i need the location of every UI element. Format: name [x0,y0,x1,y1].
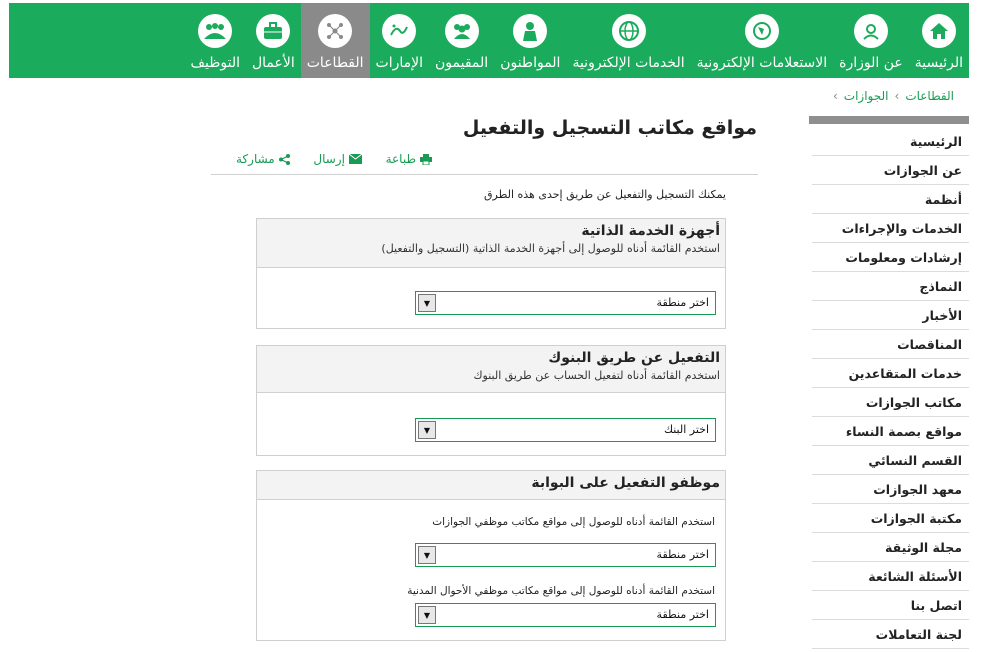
select-value: اختر منطقة [656,548,709,561]
sidebar-item-faq[interactable]: الأسئلة الشائعة [812,562,969,591]
sidebar-item-women-fingerprint[interactable]: مواقع بصمة النساء [812,417,969,446]
civil-affairs-region-select[interactable] [415,603,716,627]
nav-employment[interactable] [185,3,246,78]
nav-sectors[interactable] [301,3,370,78]
print-button[interactable] [386,152,432,166]
nav-e-services[interactable] [566,3,690,78]
breadcrumb [833,89,954,103]
passports-staff-note: استخدم القائمة أدناه للوصول إلى مواقع مكاتب موظفي الجوازات [432,516,715,528]
emblem-icon [854,14,888,48]
sidebar-item-news[interactable]: الأخبار [812,301,969,330]
nav-residents[interactable] [429,3,494,78]
nav-e-services-label: الخدمات الإلكترونية [572,55,685,71]
sidebar-item-magazine[interactable]: مجلة الوثيقة [812,533,969,562]
home-icon [922,14,956,48]
intro-text: يمكنك التسجيل والتفعيل عن طريق إحدى هذه الطرق [483,188,726,201]
dropdown-arrow-icon: ▼ [418,421,436,439]
sidebar [809,116,969,649]
nav-home-label: الرئيسية [914,55,963,71]
sidebar-item-transactions-committee[interactable]: لجنة التعاملات [812,620,969,649]
select-value: اختر منطقة [656,608,709,621]
sidebar-item-retirees[interactable]: خدمات المتقاعدين [812,359,969,388]
sidebar-item-regulations[interactable]: أنظمة [812,185,969,214]
region-select[interactable] [415,291,716,315]
globe-hand-icon [745,14,779,48]
sidebar-item-offices[interactable]: مكاتب الجوازات [812,388,969,417]
panel-header [257,471,725,500]
sidebar-item-forms[interactable]: النماذج [812,272,969,301]
top-navigation [9,3,969,78]
passports-region-select[interactable] [415,543,716,567]
emirates-icon [382,14,416,48]
briefcase-icon [256,14,290,48]
nav-e-inquiries-label: الاستعلامات الإلكترونية [696,55,828,71]
dropdown-arrow-icon: ▼ [418,546,436,564]
nav-residents-label: المقيمون [435,55,489,71]
sidebar-item-women-section[interactable]: القسم النسائي [812,446,969,475]
group-icon [445,14,479,48]
panel-title: التفعيل عن طريق البنوك [548,350,720,366]
nav-about-ministry[interactable] [833,3,909,78]
sidebar-top-bar [809,116,969,124]
self-service-panel [256,218,726,329]
chevron-left-icon: › [894,89,900,103]
nav-about-ministry-label: عن الوزارة [839,55,903,71]
panel-subtitle: استخدم القائمة أدناه للوصول إلى أجهزة الخدمة الذاتية (التسجيل والتفعيل) [381,242,720,255]
envelope-icon [349,154,362,164]
sidebar-item-tenders[interactable]: المناقصات [812,330,969,359]
panel-title: أجهزة الخدمة الذاتية [581,223,720,239]
share-label: مشاركة [236,152,275,166]
print-label: طباعة [385,152,416,166]
nav-home[interactable] [909,3,969,78]
nav-e-inquiries[interactable] [691,3,834,78]
nav-sectors-label: القطاعات [306,55,364,71]
breadcrumb-sectors[interactable]: القطاعات [905,89,954,103]
portal-staff-panel [256,470,726,641]
panel-header [257,219,725,268]
civil-affairs-staff-note: استخدم القائمة أدناه للوصول إلى مواقع مكاتب موظفي الأحوال المدنية [407,585,715,597]
select-value: اختر منطقة [656,296,709,309]
sidebar-item-institute[interactable]: معهد الجوازات [812,475,969,504]
sidebar-item-about[interactable]: عن الجوازات [812,156,969,185]
dropdown-arrow-icon: ▼ [418,606,436,624]
sidebar-item-library[interactable]: مكتبة الجوازات [812,504,969,533]
sidebar-item-services[interactable]: الخدمات والإجراءات [812,214,969,243]
nav-emirates[interactable] [370,3,429,78]
nav-citizens-label: المواطنون [500,55,561,71]
nav-business[interactable] [246,3,301,78]
nav-employment-label: التوظيف [190,55,240,71]
divider [211,174,758,175]
share-button[interactable] [236,152,290,166]
send-button[interactable] [313,152,362,166]
sidebar-item-contact[interactable]: اتصل بنا [812,591,969,620]
nav-emirates-label: الإمارات [375,55,424,71]
share-nodes-icon [318,14,352,48]
panel-title: موظفو التفعيل على البوابة [531,475,720,491]
share-icon [279,154,290,165]
globe-icon [612,14,646,48]
panel-header [257,346,725,393]
sidebar-item-home[interactable]: الرئيسية [812,127,969,156]
people-icon [198,14,232,48]
page-title: مواقع مكاتب التسجيل والتفعيل [462,117,757,139]
dropdown-arrow-icon: ▼ [418,294,436,312]
citizen-icon [513,14,547,48]
nav-citizens[interactable] [494,3,566,78]
send-label: إرسال [313,152,345,166]
select-value: اختر البنك [663,423,709,436]
sidebar-item-guidance[interactable]: إرشادات ومعلومات [812,243,969,272]
print-icon [420,154,432,165]
bank-select[interactable] [415,418,716,442]
banks-panel [256,345,726,456]
panel-subtitle: استخدم القائمة أدناه لتفعيل الحساب عن طريق البنوك [473,369,720,382]
breadcrumb-passports[interactable]: الجوازات [843,89,889,103]
page-actions [236,152,432,166]
nav-business-label: الأعمال [251,55,295,71]
chevron-left-icon: › [832,89,838,103]
